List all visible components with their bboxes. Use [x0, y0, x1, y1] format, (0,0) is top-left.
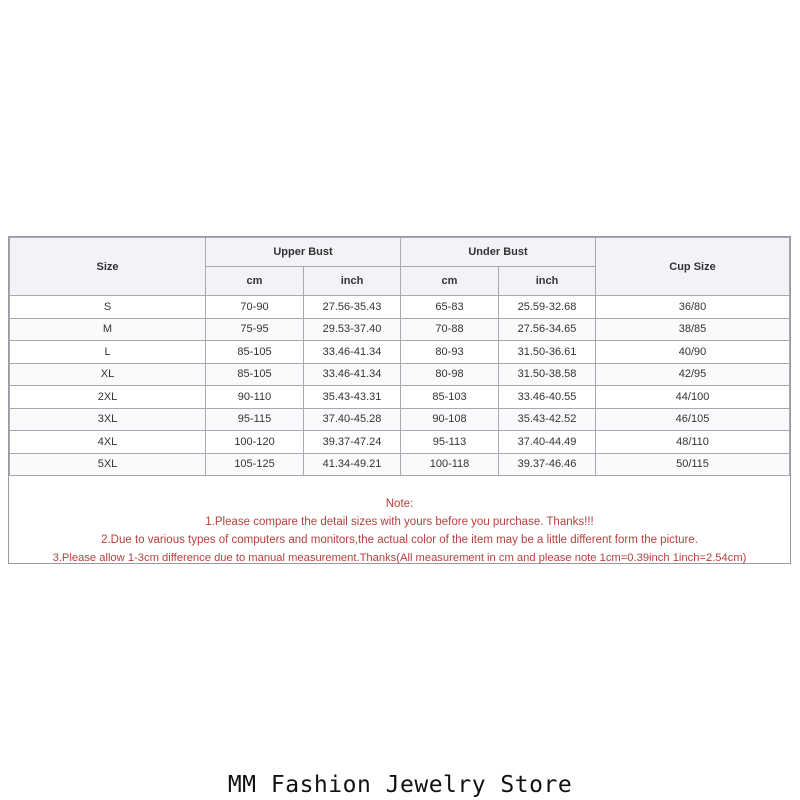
table-row	[10, 318, 790, 341]
cell-size: S	[10, 296, 206, 319]
cell-under-inch: 31.50-36.61	[499, 341, 596, 364]
cell-under-cm: 80-98	[401, 363, 499, 386]
cell-cup: 36/80	[596, 296, 790, 319]
cell-under-inch: 33.46-40.55	[499, 386, 596, 409]
cell-cup: 38/85	[596, 318, 790, 341]
cell-under-cm: 95-113	[401, 431, 499, 454]
cell-under-inch: 27.56-34.65	[499, 318, 596, 341]
notes-title: Note:	[385, 498, 414, 510]
cell-upper-cm: 90-110	[206, 386, 304, 409]
cell-size: 5XL	[10, 453, 206, 476]
cell-cup: 46/105	[596, 408, 790, 431]
cell-upper-cm: 75-95	[206, 318, 304, 341]
header-cup-size: Cup Size	[596, 238, 790, 296]
size-table	[9, 237, 790, 476]
notes	[9, 495, 790, 567]
table-row	[10, 363, 790, 386]
size-chart	[8, 236, 791, 564]
table-row	[10, 431, 790, 454]
header-upper-bust: Upper Bust	[206, 238, 401, 267]
cell-upper-inch: 35.43-43.31	[304, 386, 401, 409]
table-row	[10, 386, 790, 409]
cell-under-inch: 25.59-32.68	[499, 296, 596, 319]
table-row	[10, 296, 790, 319]
cell-upper-cm: 70-90	[206, 296, 304, 319]
cell-cup: 48/110	[596, 431, 790, 454]
header-size: Size	[10, 238, 206, 296]
header-under-inch: inch	[499, 267, 596, 296]
cell-upper-cm: 85-105	[206, 363, 304, 386]
cell-upper-inch: 29.53-37.40	[304, 318, 401, 341]
note-line-2: 2.Due to various types of computers and monitors,the actual color of the item may be a little different form the picture.	[101, 534, 698, 546]
cell-upper-inch: 39.37-47.24	[304, 431, 401, 454]
cell-cup: 42/95	[596, 363, 790, 386]
cell-size: L	[10, 341, 206, 364]
cell-upper-cm: 95-115	[206, 408, 304, 431]
cell-size: 2XL	[10, 386, 206, 409]
cell-size: M	[10, 318, 206, 341]
cell-under-inch: 37.40-44.49	[499, 431, 596, 454]
cell-under-cm: 80-93	[401, 341, 499, 364]
cell-cup: 50/115	[596, 453, 790, 476]
cell-size: XL	[10, 363, 206, 386]
table-row	[10, 453, 790, 476]
cell-upper-inch: 33.46-41.34	[304, 363, 401, 386]
header-under-cm: cm	[401, 267, 499, 296]
cell-under-cm: 65-83	[401, 296, 499, 319]
size-rows	[10, 296, 790, 476]
cell-upper-inch: 33.46-41.34	[304, 341, 401, 364]
header-upper-inch: inch	[304, 267, 401, 296]
cell-under-cm: 100-118	[401, 453, 499, 476]
cell-under-cm: 90-108	[401, 408, 499, 431]
cell-cup: 44/100	[596, 386, 790, 409]
header-upper-cm: cm	[206, 267, 304, 296]
cell-under-inch: 35.43-42.52	[499, 408, 596, 431]
cell-under-cm: 70-88	[401, 318, 499, 341]
note-line-3: 3.Please allow 1-3cm difference due to manual measurement.Thanks(All measurement in cm and please note 1cm=0.39inch 1inch=2.54cm)	[52, 552, 747, 564]
cell-under-cm: 85-103	[401, 386, 499, 409]
store-name: MM Fashion Jewelry Store	[227, 772, 573, 798]
cell-cup: 40/90	[596, 341, 790, 364]
cell-upper-cm: 105-125	[206, 453, 304, 476]
cell-upper-inch: 27.56-35.43	[304, 296, 401, 319]
header-under-bust: Under Bust	[401, 238, 596, 267]
cell-size: 4XL	[10, 431, 206, 454]
cell-upper-inch: 37.40-45.28	[304, 408, 401, 431]
cell-upper-cm: 100-120	[206, 431, 304, 454]
cell-under-inch: 31.50-38.58	[499, 363, 596, 386]
cell-upper-inch: 41.34-49.21	[304, 453, 401, 476]
table-row	[10, 341, 790, 364]
note-line-1: 1.Please compare the detail sizes with yours before you purchase. Thanks!!!	[205, 516, 594, 528]
table-row	[10, 408, 790, 431]
cell-under-inch: 39.37-46.46	[499, 453, 596, 476]
cell-size: 3XL	[10, 408, 206, 431]
cell-upper-cm: 85-105	[206, 341, 304, 364]
